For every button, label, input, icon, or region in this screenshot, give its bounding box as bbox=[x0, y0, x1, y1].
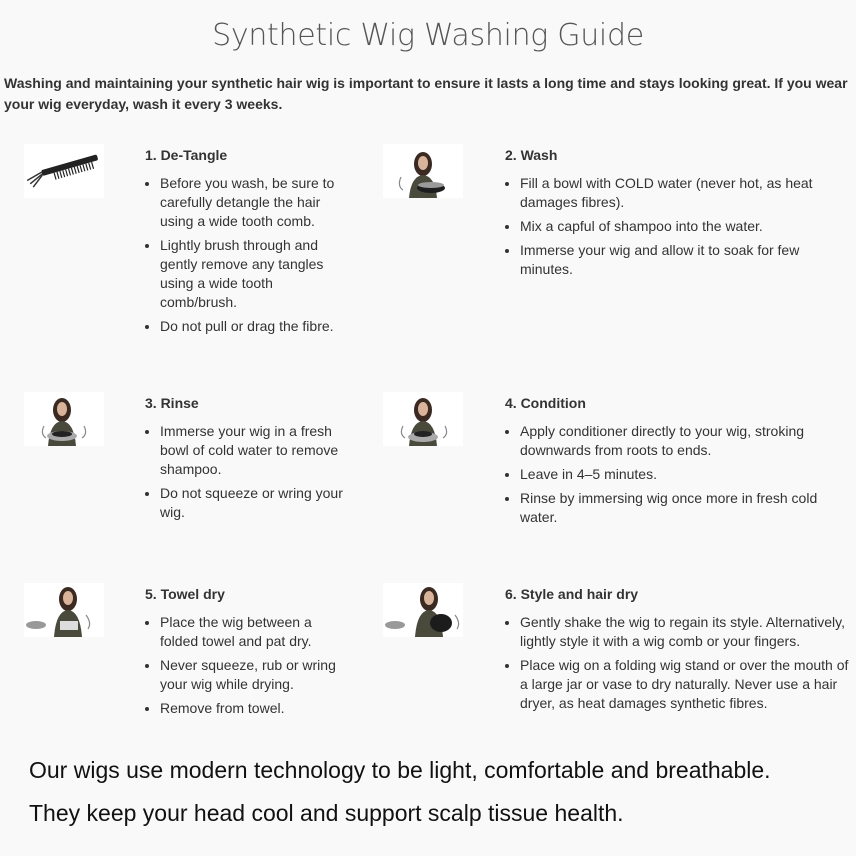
step-title: 6. Style and hair dry bbox=[505, 586, 639, 602]
step-body bbox=[505, 585, 855, 718]
step-title: 5. Towel dry bbox=[145, 586, 225, 602]
step-body bbox=[145, 146, 350, 341]
woman-with-bowl-image bbox=[24, 392, 104, 446]
step-body bbox=[145, 585, 350, 723]
list-item: • Remove from towel. bbox=[160, 699, 350, 718]
woman-with-bowl-image bbox=[383, 392, 463, 446]
list-item: • Gently shake the wig to regain its style. Alternatively, lightly style it with a wig comb or your fingers. bbox=[520, 613, 855, 651]
list-item: • Do not squeeze or wring your wig. bbox=[160, 484, 350, 522]
list-item: • Place the wig between a folded towel and pat dry. bbox=[160, 613, 325, 651]
step-bullets bbox=[505, 422, 853, 527]
step-bullets bbox=[505, 613, 855, 713]
woman-with-bowl-image bbox=[383, 144, 463, 198]
list-item: • Do not pull or drag the fibre. bbox=[160, 317, 350, 336]
step-body bbox=[145, 394, 350, 527]
list-item: • Leave in 4–5 minutes. bbox=[520, 465, 853, 484]
footer-line-2: They keep your head cool and support scalp tissue health. bbox=[29, 800, 624, 826]
list-item: • Mix a capful of shampoo into the water. bbox=[520, 217, 853, 236]
list-item: • Lightly brush through and gently remove any tangles using a wide tooth comb/brush. bbox=[160, 236, 350, 312]
intro-paragraph: Washing and maintaining your synthetic hair wig is important to ensure it lasts a long time and stays looking great. If you wear your wig everyday, wash it every 3 weeks. bbox=[4, 75, 848, 112]
comb-image bbox=[24, 144, 104, 198]
footer-line-1: Our wigs use modern technology to be light, comfortable and breathable. bbox=[29, 757, 771, 783]
step-bullets bbox=[145, 422, 350, 522]
step-body bbox=[505, 394, 853, 532]
step-bullets bbox=[505, 174, 853, 279]
list-item: • Place wig on a folding wig stand or over the mouth of a large jar or vase to dry naturally. Never use a hair dryer, as heat damages synthetic fibres. bbox=[520, 656, 855, 713]
list-item: • Apply conditioner directly to your wig, stroking downwards from roots to ends. bbox=[520, 422, 820, 460]
woman-holding-wig-image bbox=[383, 583, 463, 637]
step-bullets bbox=[145, 613, 350, 718]
page-title: Synthetic Wig Washing Guide bbox=[212, 18, 644, 53]
step-title: 2. Wash bbox=[505, 147, 558, 163]
step-bullets bbox=[145, 174, 350, 336]
step-title: 1. De-Tangle bbox=[145, 147, 228, 163]
list-item: • Immerse your wig and allow it to soak for few minutes. bbox=[520, 241, 853, 279]
woman-with-towel-image bbox=[24, 583, 104, 637]
step-body bbox=[505, 146, 853, 284]
list-item: • Fill a bowl with COLD water (never hot, as heat damages fibres). bbox=[520, 174, 815, 212]
list-item: • Before you wash, be sure to carefully detangle the hair using a wide tooth comb. bbox=[160, 174, 350, 231]
list-item: • Immerse your wig in a fresh bowl of cold water to remove shampoo. bbox=[160, 422, 350, 479]
step-title: 4. Condition bbox=[505, 395, 586, 411]
step-title: 3. Rinse bbox=[145, 395, 199, 411]
list-item: • Rinse by immersing wig once more in fresh cold water. bbox=[520, 489, 853, 527]
list-item: • Never squeeze, rub or wring your wig while drying. bbox=[160, 656, 350, 694]
